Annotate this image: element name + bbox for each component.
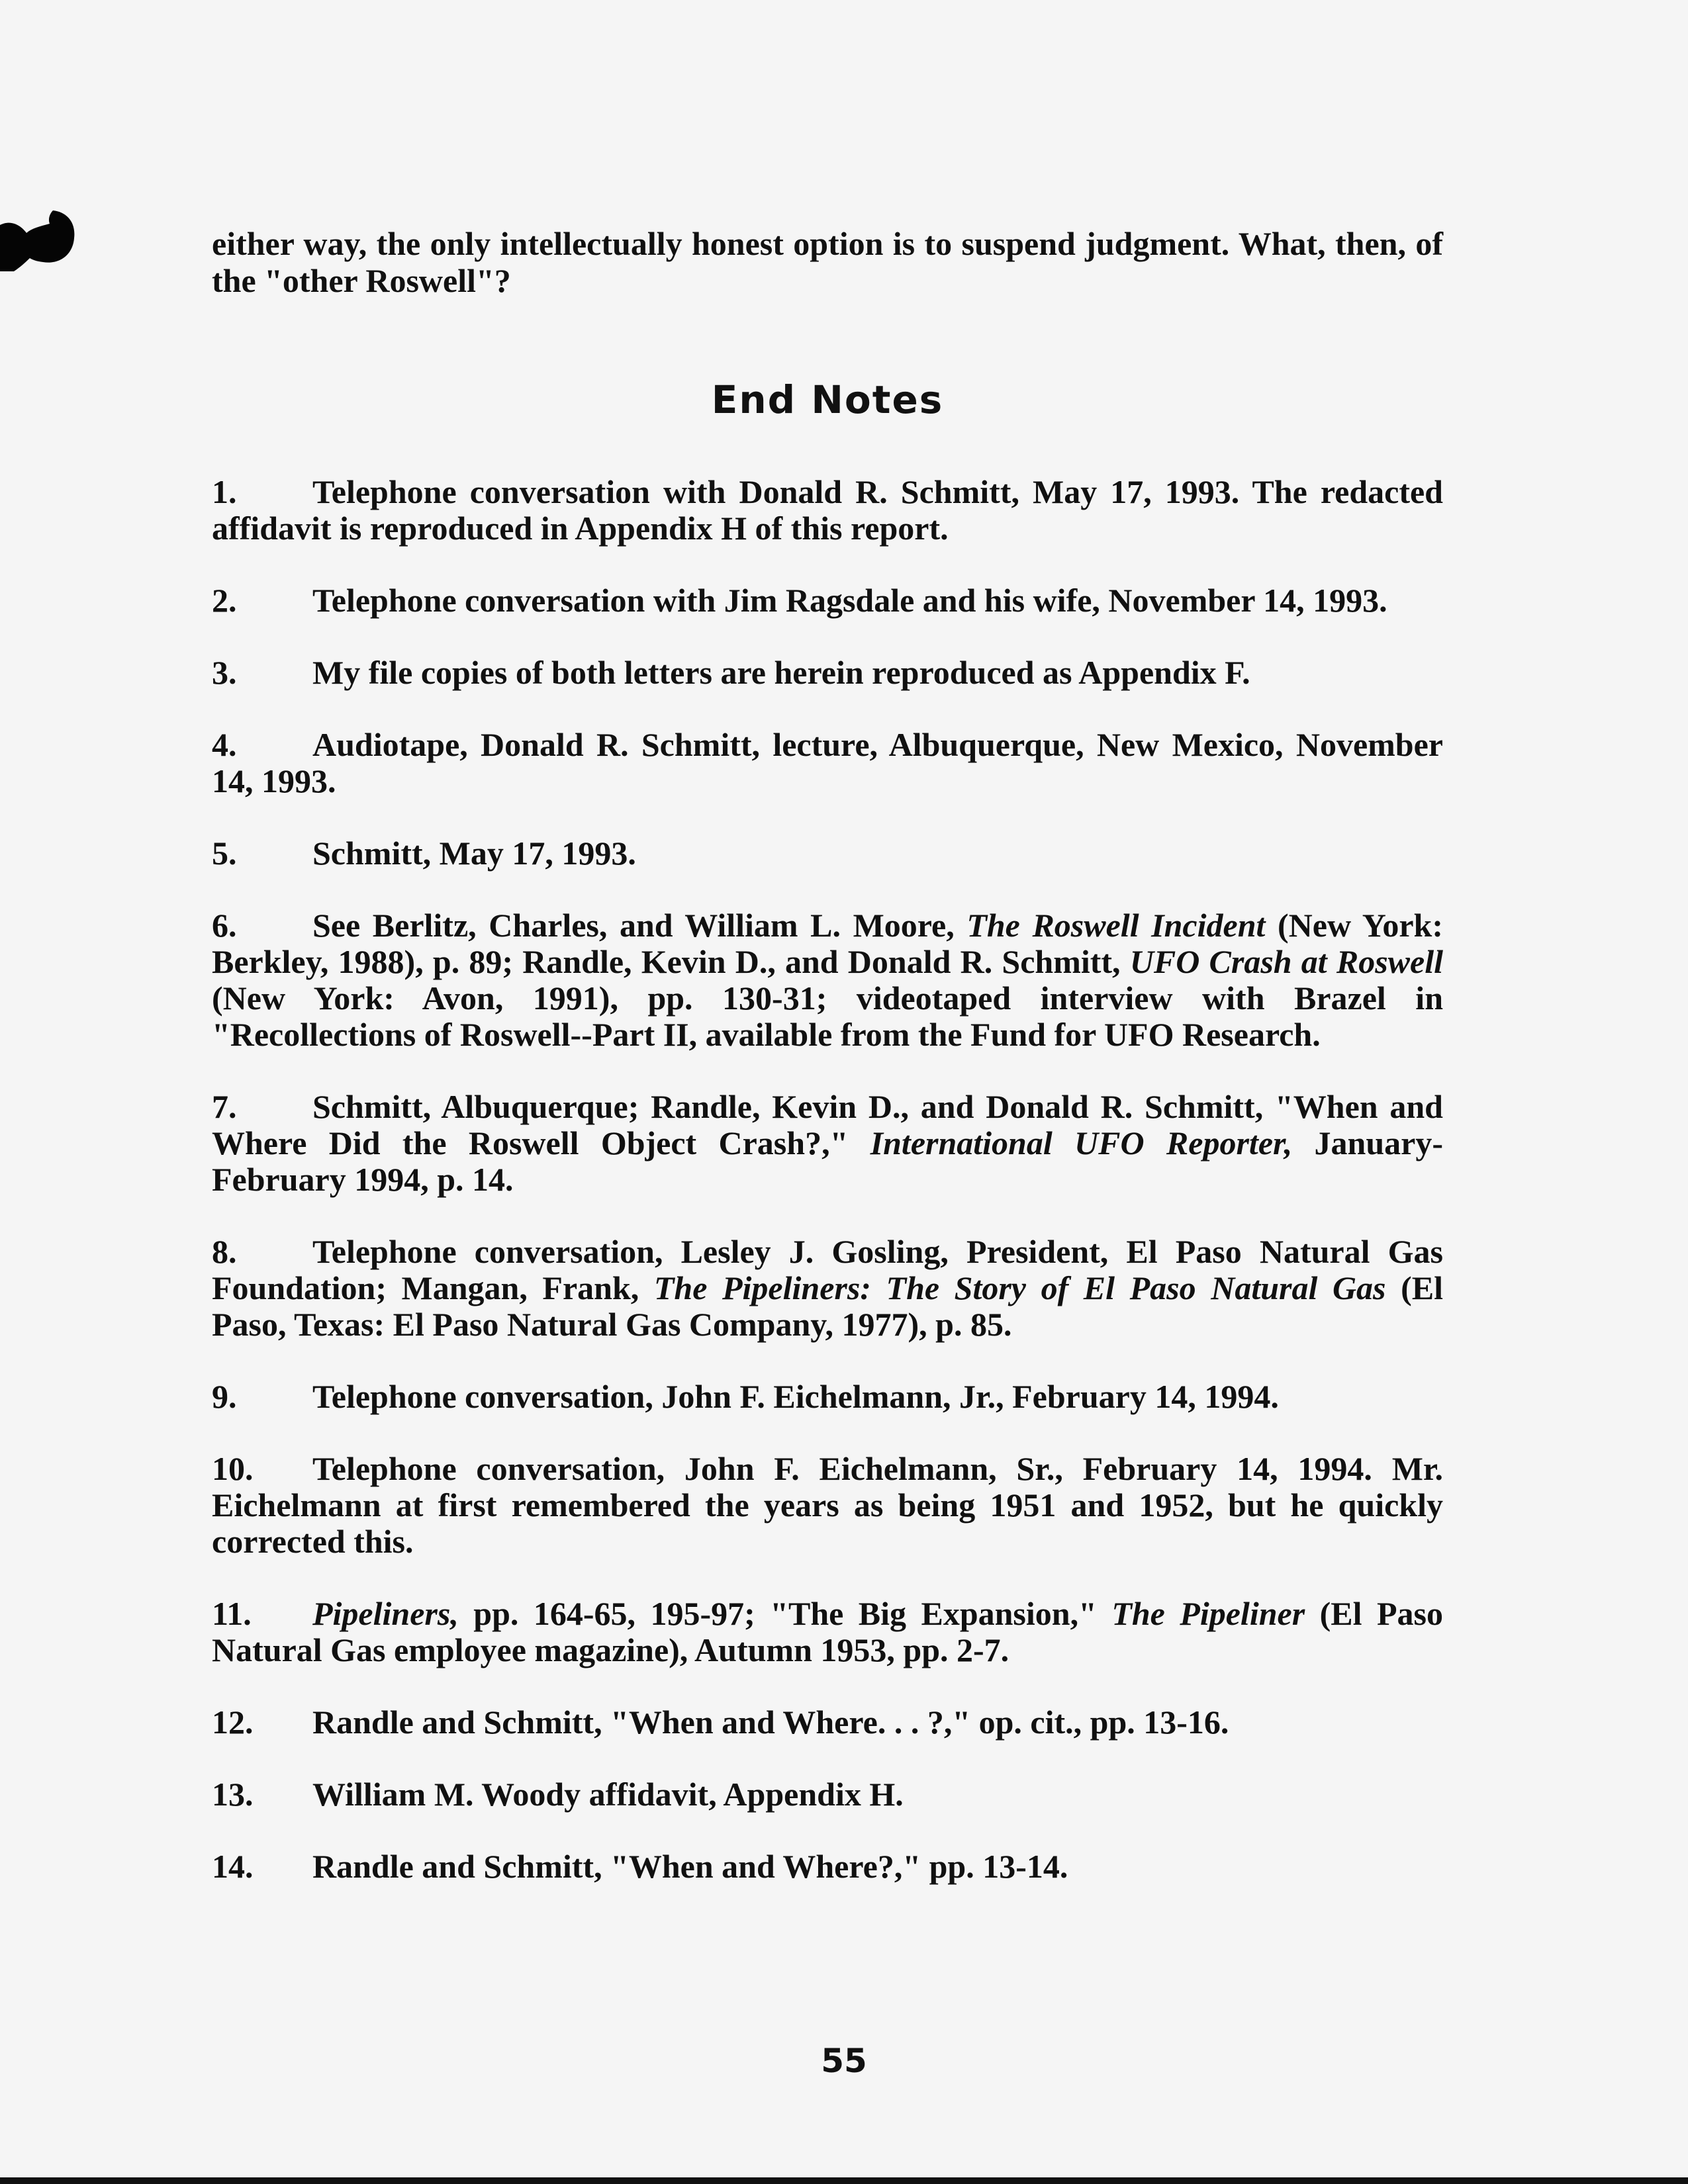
end-note	[212, 1596, 1443, 1668]
note-number: 13.	[212, 1776, 254, 1813]
note-number: 4.	[212, 726, 237, 763]
end-note	[212, 1089, 1443, 1198]
end-note	[212, 655, 1443, 691]
note-text: Audiotape, Donald R. Schmitt, lecture, Albuquerque, New Mexico, November 14, 1993.	[212, 726, 1443, 799]
note-number: 6.	[212, 907, 237, 944]
end-note	[212, 1234, 1443, 1343]
note-text: January-February 1994, p. 14.	[212, 1124, 1443, 1198]
end-note	[212, 1451, 1443, 1560]
end-note	[212, 1848, 1443, 1885]
note-text: Telephone conversation, Lesley J. Gosling, President, El Paso Natural Gas Foundation; Mangan, Frank,	[212, 1233, 1443, 1306]
note-text: (El Paso Natural Gas employee magazine), Autumn 1953, pp. 2-7.	[212, 1595, 1443, 1668]
note-text: William M. Woody affidavit, Appendix H.	[312, 1776, 904, 1813]
intro-paragraph: either way, the only intellectually honest option is to suspend judgment. What, then, of the "other Roswell"?	[212, 225, 1443, 299]
note-text: pp. 164-65, 195-97; "The Big Expansion,"	[458, 1595, 1112, 1632]
note-number: 14.	[212, 1848, 254, 1885]
note-text: See Berlitz, Charles, and William L. Moore,	[312, 907, 967, 944]
note-number: 1.	[212, 473, 237, 510]
note-text: Telephone conversation, John F. Eichelmann, Sr., February 14, 1994. Mr. Eichelmann at first remembered the years as being 1951 and 1952, but he quickly corrected this.	[212, 1450, 1443, 1560]
end-note	[212, 835, 1443, 872]
note-text: Schmitt, Albuquerque; Randle, Kevin D., and Donald R. Schmitt, "When and Where Did the Roswell Object Crash?,"	[212, 1088, 1443, 1161]
note-text: Telephone conversation with Donald R. Schmitt, May 17, 1993. The redacted affidavit is reproduced in Appendix H of this report.	[212, 473, 1443, 547]
note-title-italic: Pipeliners,	[312, 1595, 459, 1632]
note-text: (New York: Avon, 1991), pp. 130-31; videotaped interview with Brazel in "Recollections of Roswell--Part II, available from the Fund for UFO Research.	[212, 979, 1443, 1053]
ink-blot-icon	[0, 199, 76, 271]
end-note	[212, 1704, 1443, 1741]
note-number: 11.	[212, 1595, 252, 1632]
note-number: 2.	[212, 582, 237, 619]
note-number: 9.	[212, 1378, 237, 1415]
end-note	[212, 1379, 1443, 1415]
note-number: 7.	[212, 1088, 237, 1125]
note-title-italic: UFO Crash at Roswell	[1129, 943, 1443, 980]
note-text: Randle and Schmitt, "When and Where?," pp. 13-14.	[312, 1848, 1068, 1885]
scan-border	[0, 2177, 1688, 2184]
note-number: 12.	[212, 1704, 254, 1741]
note-title-italic: International UFO Reporter,	[870, 1124, 1293, 1161]
end-note	[212, 474, 1443, 547]
note-text: (New York: Berkley, 1988), p. 89; Randle, Kevin D., and Donald R. Schmitt,	[212, 907, 1443, 980]
note-number: 10.	[212, 1450, 254, 1487]
end-note	[212, 1776, 1443, 1813]
note-title-italic: The Roswell Incident	[966, 907, 1266, 944]
note-number: 3.	[212, 654, 237, 691]
page-number: 55	[821, 2042, 867, 2080]
end-note	[212, 907, 1443, 1053]
section-heading: End Notes	[711, 377, 944, 422]
note-number: 8.	[212, 1233, 237, 1270]
note-text: Telephone conversation, John F. Eichelmann, Jr., February 14, 1994.	[312, 1378, 1279, 1415]
end-note	[212, 582, 1443, 619]
note-text: My file copies of both letters are herein reproduced as Appendix F.	[312, 654, 1250, 691]
document-page	[212, 225, 1443, 1921]
note-text: Telephone conversation with Jim Ragsdale and his wife, November 14, 1993.	[312, 582, 1387, 619]
note-title-italic: The Pipeliner	[1111, 1595, 1305, 1632]
note-text: (El Paso, Texas: El Paso Natural Gas Company, 1977), p. 85.	[212, 1269, 1443, 1343]
note-title-italic: The Pipeliners: The Story of El Paso Natural Gas	[653, 1269, 1386, 1306]
note-number: 5.	[212, 835, 237, 872]
end-note	[212, 727, 1443, 799]
note-text: Randle and Schmitt, "When and Where. . . ?," op. cit., pp. 13-16.	[312, 1704, 1229, 1741]
note-text: Schmitt, May 17, 1993.	[312, 835, 636, 872]
end-notes-list	[212, 474, 1443, 1885]
